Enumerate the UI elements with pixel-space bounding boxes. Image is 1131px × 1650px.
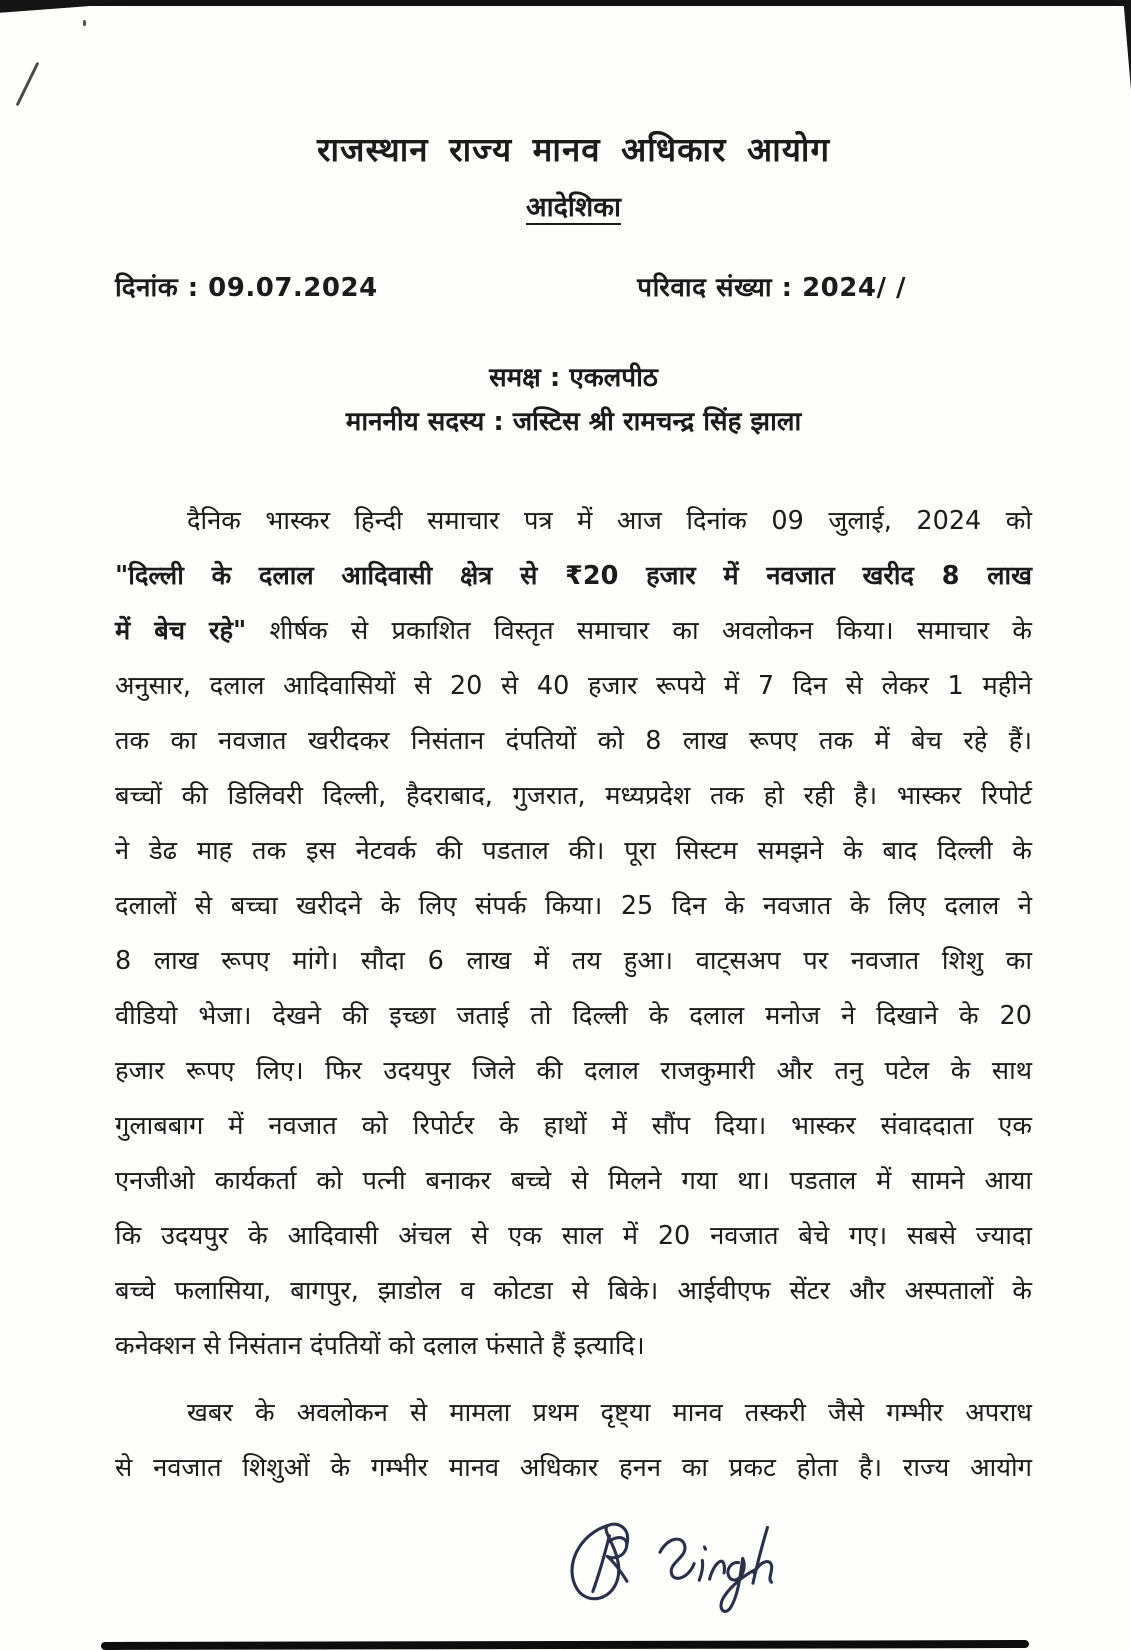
headline-bold-text: में बेच रहे" xyxy=(115,616,247,646)
text-line xyxy=(115,824,1032,879)
text-line xyxy=(115,659,1032,714)
text-line xyxy=(115,604,1032,659)
meta-row xyxy=(115,268,1032,304)
body-text: गुलाबबाग में नवजात को रिपोर्टर के हाथों में सौंप दिया। भास्कर संवाददाता एक xyxy=(115,1111,1032,1141)
text-line xyxy=(115,714,1032,769)
body-text: बच्चे फलासिया, बागपुर, झाडोल व कोटडा से बिके। आईवीएफ सेंटर और अस्पतालों के xyxy=(115,1276,1032,1306)
subtitle-text: आदेशिका xyxy=(525,192,621,223)
scan-edge-bottom xyxy=(101,1640,1029,1650)
body-text: ने डेढ माह तक इस नेटवर्क की पडताल की। पूरा सिस्टम समझने के बाद दिल्ली के xyxy=(115,836,1032,866)
text-line xyxy=(115,1319,1032,1374)
text-line xyxy=(115,769,1032,824)
text-line xyxy=(115,989,1032,1044)
body-text: शीर्षक से प्रकाशित विस्तृत समाचार का अवलोकन किया। समाचार के xyxy=(246,616,1032,646)
scan-corner-top-right xyxy=(1114,0,1131,90)
date-label: दिनांक : 09.07.2024 xyxy=(115,273,378,303)
body-text: बच्चों की डिलिवरी दिल्ली, हैदराबाद, गुजरात, मध्यप्रदेश तक हो रही है। भास्कर रिपोर्ट xyxy=(115,781,1032,811)
pen-mark xyxy=(16,62,40,106)
body-text: तक का नवजात खरीदकर निसंतान दंपतियों को 8 लाख रूपए तक में बेच रहे हैं। xyxy=(115,726,1032,756)
body-text: कि उदयपुर के आदिवासी अंचल से एक साल में 20 नवजात बेचे गए। सबसे ज्यादा xyxy=(115,1221,1032,1251)
text-line xyxy=(115,1154,1032,1209)
body-text: हजार रूपए लिए। फिर उदयपुर जिले की दलाल राजकुमारी और तनु पटेल के साथ xyxy=(115,1056,1032,1086)
body-text: वीडियो भेजा। देखने की इच्छा जताई तो दिल्ली के दलाल मनोज ने दिखाने के 20 xyxy=(115,1001,1032,1031)
body-text: खबर के अवलोकन से मामला प्रथम दृष्ट्या मानव तस्करी जैसे गम्भीर अपराध xyxy=(187,1398,1032,1428)
text-line xyxy=(115,1386,1032,1441)
text-line xyxy=(115,1209,1032,1264)
body-text: एनजीओ कार्यकर्ता को पत्नी बनाकर बच्चे से मिलने गया था। पडताल में सामने आया xyxy=(115,1166,1032,1196)
text-line xyxy=(115,1099,1032,1154)
signature xyxy=(505,1498,815,1623)
body-text: दैनिक भास्कर हिन्दी समाचार पत्र में आज दिनांक 09 जुलाई, 2024 को xyxy=(187,506,1032,536)
body-text: अनुसार, दलाल आदिवासियों से 20 से 40 हजार रूपये में 7 दिन से लेकर 1 महीने xyxy=(115,671,1032,701)
text-line xyxy=(115,1441,1032,1496)
case-number: परिवाद संख्या : 2024/ / xyxy=(637,273,906,303)
headline-bold-text: "दिल्ली के दलाल आदिवासी क्षेत्र से ₹20 हजार में नवजात खरीद 8 लाख xyxy=(115,561,1032,591)
member-line: माननीय सदस्य : जस्टिस श्री रामचन्द्र सिंह झाला xyxy=(345,407,802,437)
body-text: से नवजात शिशुओं के गम्भीर मानव अधिकार हनन का प्रकट होता है। राज्य आयोग xyxy=(115,1453,1032,1483)
text-line xyxy=(115,879,1032,934)
body-text: कनेक्शन से निसंतान दंपतियों को दलाल फंसाते हैं इत्यादि। xyxy=(115,1331,645,1361)
text-line xyxy=(115,494,1032,549)
scan-corner-top-left xyxy=(0,0,132,15)
body-text: दलालों से बच्चा खरीदने के लिए संपर्क किया। 25 दिन के नवजात के लिए दलाल ने xyxy=(115,891,1032,921)
subtitle xyxy=(115,187,1032,224)
text-line xyxy=(115,1264,1032,1319)
text-line xyxy=(115,1044,1032,1099)
page-title: राजस्थान राज्य मानव अधिकार आयोग xyxy=(316,130,831,169)
text-line xyxy=(115,934,1032,989)
paragraph xyxy=(115,494,1032,1374)
signature-scrawl xyxy=(505,1498,815,1623)
document-body xyxy=(115,494,1032,1496)
text-line xyxy=(115,549,1032,604)
bench-line: समक्ष : एकलपीठ xyxy=(489,363,658,393)
paragraph xyxy=(115,1386,1032,1496)
document-content xyxy=(115,0,1032,1496)
pen-dot xyxy=(83,20,86,26)
body-text: 8 लाख रूपए मांगे। सौदा 6 लाख में तय हुआ। वाट्सअप पर नवजात शिशु का xyxy=(115,946,1032,976)
